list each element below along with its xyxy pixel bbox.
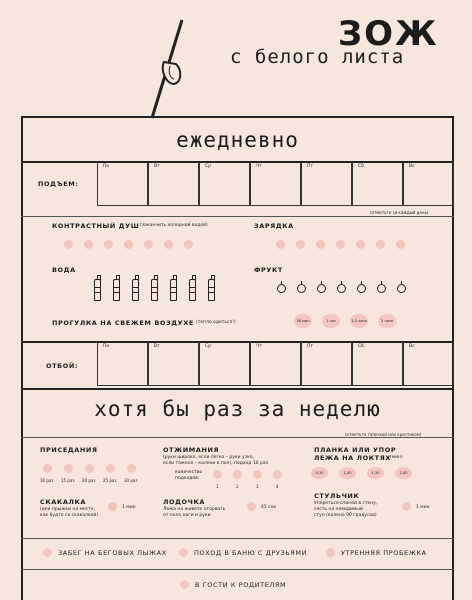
wakeup-day-cell[interactable] [148, 162, 199, 206]
squats-checkbox[interactable] [106, 464, 115, 473]
shower-day-checkbox[interactable] [64, 240, 73, 249]
bedtime-label: ОТБОЙ: [46, 362, 79, 370]
apple-icon[interactable] [337, 284, 346, 293]
bedtime-day-name: Ср [205, 344, 211, 349]
wakeup-day-name: Вт [154, 164, 160, 169]
wakeup-day-cell[interactable] [301, 162, 352, 206]
walk-duration-option[interactable]: 1,5 часа [350, 314, 368, 328]
jump-value: 1 мин [122, 505, 136, 510]
apple-icon[interactable] [317, 284, 326, 293]
pushups-set-number: 3 [256, 484, 259, 489]
apple-icon[interactable] [297, 284, 306, 293]
wakeup-day-cell[interactable] [352, 162, 403, 206]
jump-note: как будто со скакалкой) [40, 513, 99, 518]
jog-checkbox[interactable] [326, 548, 335, 557]
bath-checkbox[interactable] [179, 548, 188, 557]
water-bottle-icon[interactable] [208, 279, 215, 301]
divider [21, 538, 454, 539]
bedtime-day-name: Вс [409, 344, 415, 349]
bedtime-day-name: Чт [256, 344, 262, 349]
walk-note: (тепло одеться!) [196, 320, 236, 325]
apple-icon[interactable] [277, 284, 286, 293]
bedtime-day-cell[interactable] [199, 342, 250, 386]
squats-checkbox[interactable] [127, 464, 136, 473]
plank-label: ЛЕЖА НА ЛОКТЯХ [314, 454, 391, 462]
water-label: ВОДА [52, 266, 76, 274]
chair-label: СТУЛЬЧИК [314, 492, 360, 500]
pushups-set-checkbox[interactable] [253, 470, 262, 479]
shower-day-checkbox[interactable] [84, 240, 93, 249]
bedtime-day-cell[interactable] [403, 342, 454, 386]
plank-duration-option[interactable]: 2,00 [395, 467, 412, 479]
bedtime-day-cell[interactable] [148, 342, 199, 386]
apple-icon[interactable] [377, 284, 386, 293]
squats-reps-label: 25 раз [103, 478, 117, 483]
shower-note: (заканчить холодной водой) [140, 223, 208, 228]
exercise-day-checkbox[interactable] [396, 240, 405, 249]
squats-checkbox[interactable] [43, 464, 52, 473]
divider [21, 216, 454, 217]
water-bottle-icon[interactable] [151, 279, 158, 301]
squats-checkbox[interactable] [85, 464, 94, 473]
wakeup-day-name: Пн [103, 164, 110, 169]
wakeup-day-name: Ср [205, 164, 211, 169]
divider [21, 388, 454, 390]
pushups-set-number: 2 [236, 484, 239, 489]
exercise-day-checkbox[interactable] [336, 240, 345, 249]
plank-label: ПЛАНКА ИЛИ УПОР [314, 446, 397, 454]
plank-duration-option[interactable]: 0,30 [311, 467, 328, 479]
walk-duration-option[interactable]: 2 часа [378, 314, 396, 328]
weekly-mark-note: (отметьте галочкой или крестиком) [345, 432, 422, 437]
pushups-label: ОТЖИМАНИЯ [163, 446, 220, 454]
bedtime-day-name: Вт [154, 344, 160, 349]
chair-note: сесть на невидимый [314, 507, 363, 512]
wakeup-day-name: Сб [358, 164, 364, 169]
pushups-set-number: 1 [216, 484, 219, 489]
activity-jog: УТРЕННЯЯ ПРОБЕЖКА [341, 549, 427, 557]
pushups-note: (руки широко, если легко – руки узко, [163, 455, 254, 460]
pushups-set-checkbox[interactable] [213, 470, 222, 479]
bedtime-day-name: Сб [358, 344, 364, 349]
apple-icon[interactable] [357, 284, 366, 293]
jump-checkbox[interactable] [108, 502, 117, 511]
water-bottle-icon[interactable] [189, 279, 196, 301]
exercise-day-checkbox[interactable] [276, 240, 285, 249]
chair-checkbox[interactable] [402, 502, 411, 511]
water-bottle-icon[interactable] [170, 279, 177, 301]
squats-checkbox[interactable] [64, 464, 73, 473]
pushups-set-checkbox[interactable] [233, 470, 242, 479]
activity-bath: ПОХОД В БАНЮ С ДРУЗЬЯМИ [194, 549, 308, 557]
boat-label: ЛОДОЧКА [163, 498, 206, 506]
divider [21, 569, 454, 570]
shower-day-checkbox[interactable] [124, 240, 133, 249]
mark-each-day-note: (отметьте за каждый день) [370, 210, 429, 215]
bedtime-day-cell[interactable] [301, 342, 352, 386]
bedtime-day-cell[interactable] [352, 342, 403, 386]
pushups-sets-label: количество [175, 470, 203, 475]
plank-duration-option[interactable]: 1,30 [367, 467, 384, 479]
walk-duration-option[interactable]: 30 мин [294, 314, 312, 328]
plank-duration-option[interactable]: 1,00 [339, 467, 356, 479]
chair-note: Упереться спиной в стену, [314, 501, 378, 506]
boat-note: от пола ноги и руки [163, 513, 211, 518]
wakeup-day-cell[interactable] [250, 162, 301, 206]
bedtime-day-name: Пт [307, 344, 314, 349]
wakeup-label: ПОДЪЕМ: [38, 180, 79, 188]
squats-reps-label: 20 раз [82, 478, 96, 483]
wakeup-day-name: Пт [307, 164, 314, 169]
divider [21, 437, 454, 438]
wakeup-day-name: Вс [409, 164, 415, 169]
jump-note: (или прыжки на месте, [40, 507, 95, 512]
visit-checkbox[interactable] [180, 580, 189, 589]
weekly-heading: хотя бы раз за неделю [94, 397, 381, 421]
water-bottle-icon[interactable] [113, 279, 120, 301]
wakeup-day-name: Чт [256, 164, 262, 169]
jump-label: СКАКАЛКА [40, 498, 86, 506]
pushups-sets-label: подходов: [175, 476, 200, 481]
daily-heading: ежедневно [176, 128, 299, 152]
squats-reps-label: 30 раз [124, 478, 138, 483]
page-subtitle: с белого листа [230, 46, 405, 68]
shower-day-checkbox[interactable] [184, 240, 193, 249]
ski-checkbox[interactable] [43, 548, 52, 557]
shower-day-checkbox[interactable] [104, 240, 113, 249]
water-bottle-icon[interactable] [94, 279, 101, 301]
spoon-illustration [140, 14, 200, 120]
exercise-day-checkbox[interactable] [376, 240, 385, 249]
shower-label: КОНТРАСТНЫЙ ДУШ [52, 222, 140, 230]
squats-label: ПРИСЕДАНИЯ [40, 446, 98, 454]
exercise-day-checkbox[interactable] [316, 240, 325, 249]
wakeup-day-cell[interactable] [403, 162, 454, 206]
wakeup-day-cell[interactable] [199, 162, 250, 206]
activity-visit: В ГОСТИ К РОДИТЕЛЯМ [195, 581, 287, 589]
squats-reps-label: 10 раз [40, 478, 54, 483]
boat-note: Лежа на животе оторвать [163, 507, 226, 512]
bedtime-day-cell[interactable] [250, 342, 301, 386]
bedtime-day-cell[interactable] [97, 342, 148, 386]
apple-icon[interactable] [397, 284, 406, 293]
wakeup-day-cell[interactable] [97, 162, 148, 206]
boat-checkbox[interactable] [247, 502, 256, 511]
walk-label: ПРОГУЛКА НА СВЕЖЕМ ВОЗДУХЕ [52, 319, 194, 327]
plank-unit: (мин) [390, 455, 403, 460]
exercise-day-checkbox[interactable] [356, 240, 365, 249]
pushups-set-number: 4 [276, 484, 279, 489]
chair-note: стул (колено 90 градусов) [314, 513, 377, 518]
bedtime-day-name: Пн [103, 344, 110, 349]
shower-day-checkbox[interactable] [164, 240, 173, 249]
exercise-day-checkbox[interactable] [296, 240, 305, 249]
fruit-label: ФРУКТ [254, 266, 283, 274]
pushups-set-checkbox[interactable] [273, 470, 282, 479]
exercise-label: ЗАРЯДКА [254, 222, 294, 230]
walk-duration-option[interactable]: 1 час [322, 314, 340, 328]
squats-reps-label: 15 раз [61, 478, 75, 483]
activity-ski: ЗАБЕГ НА БЕГОВЫХ ЛЫЖАХ [58, 549, 167, 557]
boat-value: 45 сек [261, 505, 277, 510]
pushups-note: если тяжело – колени в пол), подход 10 раз [163, 461, 268, 466]
page-title: ЗОЖ [338, 14, 439, 54]
shower-day-checkbox[interactable] [144, 240, 153, 249]
chair-value: 1 мин [416, 505, 430, 510]
water-bottle-icon[interactable] [132, 279, 139, 301]
